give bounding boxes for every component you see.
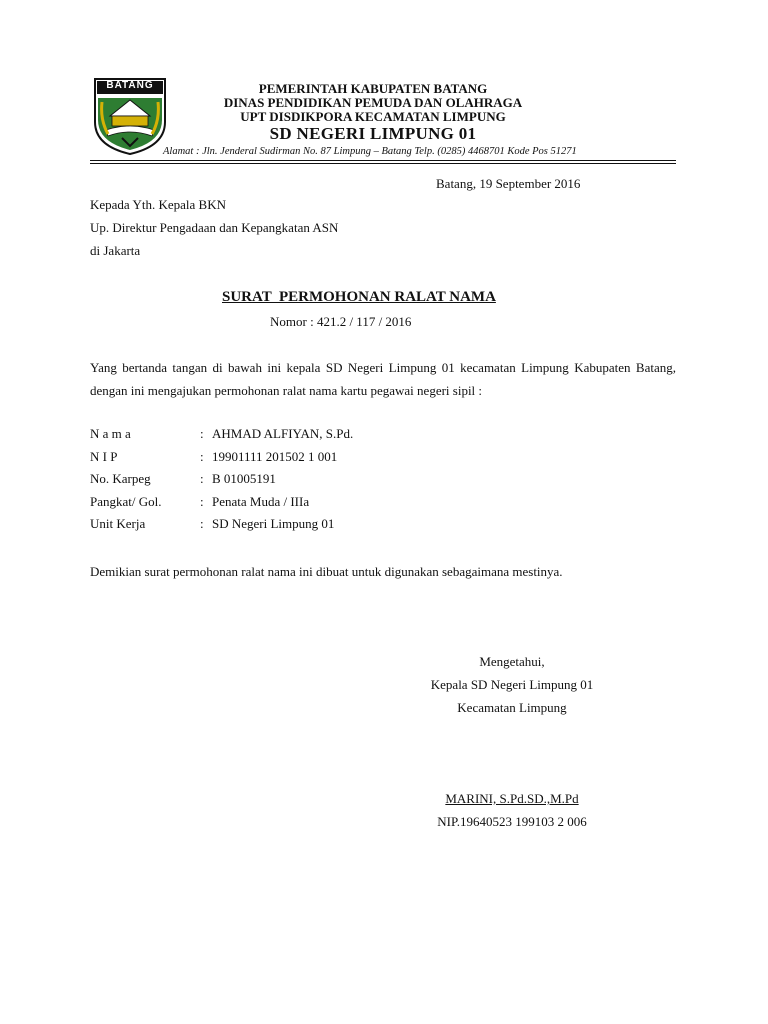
detail-row	[90, 471, 353, 494]
letter-title: SURAT PERMOHONAN RALAT NAMA	[222, 289, 496, 305]
letter-date: Batang, 19 September 2016	[436, 176, 581, 191]
recipient-line-2: Up. Direktur Pengadaan dan Kepangkatan ASN	[90, 220, 339, 235]
detail-label: Pangkat/ Gol.	[90, 493, 162, 509]
closing-paragraph: Demikian surat permohonan ralat nama ini dibuat untuk digunakan sebagaimana mestinya.	[90, 564, 563, 579]
intro-paragraph: Yang bertanda tangan di bawah ini kepala SD Negeri Limpung 01 kecamatan Limpung Kabupaten Batang, dengan ini mengajukan permohonan ralat nama kartu pegawai negeri sipil :	[90, 360, 676, 398]
detail-value: SD Negeri Limpung 01	[212, 516, 335, 531]
signature-position: Kepala SD Negeri Limpung 01	[430, 677, 594, 692]
detail-value: B 01005191	[212, 471, 276, 486]
letterhead-divider	[90, 160, 676, 161]
signature-acknowledged: Mengetahui,	[479, 654, 545, 669]
detail-row	[90, 516, 353, 539]
signature-block-name	[380, 791, 644, 807]
detail-separator: :	[200, 426, 204, 441]
signer-name: MARINI, S.Pd.SD.,M.Pd	[445, 791, 579, 806]
kop-line-2: DINAS PENDIDIKAN PEMUDA DAN OLAHRAGA	[223, 95, 523, 110]
detail-label: Unit Kerja	[90, 516, 146, 531]
logo-text: BATANG	[106, 80, 154, 91]
detail-label: N a m a	[90, 426, 131, 441]
recipient-line-1: Kepada Yth. Kepala BKN	[90, 197, 226, 212]
district-logo	[92, 76, 168, 156]
detail-row	[90, 449, 353, 472]
detail-row	[90, 426, 353, 449]
detail-label: N I P	[90, 448, 118, 464]
letter-number: Nomor : 421.2 / 117 / 2016	[270, 314, 412, 329]
detail-separator: :	[200, 516, 204, 531]
detail-value: AHMAD ALFIYAN, S.Pd.	[212, 426, 354, 441]
employee-details	[90, 426, 353, 539]
detail-separator: :	[200, 471, 204, 486]
signature-district: Kecamatan Limpung	[457, 700, 567, 715]
detail-value: Penata Muda / IIIa	[212, 493, 310, 509]
detail-separator: :	[200, 448, 204, 464]
detail-separator: :	[200, 493, 204, 509]
detail-row	[90, 494, 353, 517]
detail-label: No. Karpeg	[90, 471, 151, 486]
kop-line-1: PEMERINTAH KABUPATEN BATANG	[258, 81, 488, 96]
detail-value: 19901111 201502 1 001	[212, 448, 338, 464]
school-name: SD NEGERI LIMPUNG 01	[269, 124, 477, 143]
kop-line-3: UPT DISDIKPORA KECAMATAN LIMPUNG	[240, 109, 506, 124]
school-address: Alamat : Jln. Jenderal Sudirman No. 87 Limpung – Batang Telp. (0285) 4468701 Kode Pos 51271	[163, 146, 577, 157]
letterhead-divider-thin	[90, 163, 676, 164]
signer-nip: NIP.19640523 199103 2 006	[437, 814, 587, 829]
recipient-line-3: di Jakarta	[90, 243, 141, 258]
